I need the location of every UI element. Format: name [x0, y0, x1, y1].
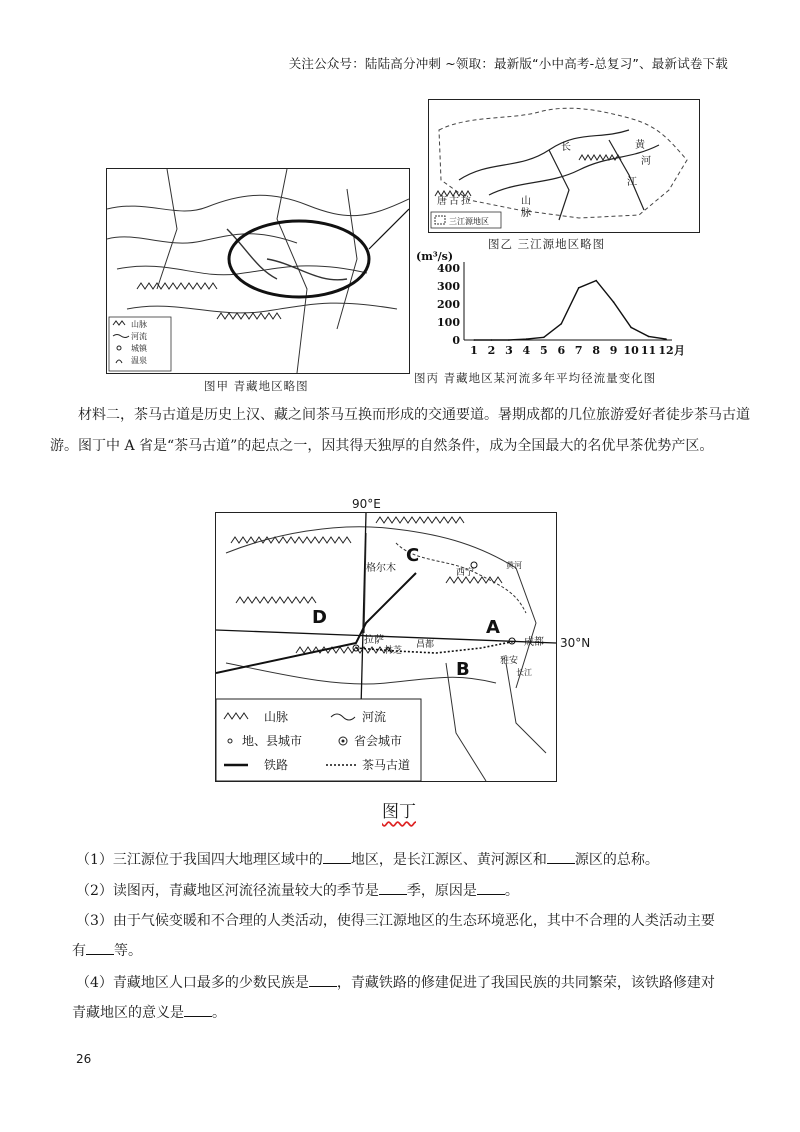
- svg-text:西宁: 西宁: [456, 568, 475, 578]
- y-tick-label: 300: [437, 280, 460, 293]
- lat-label: 30°N: [560, 636, 591, 650]
- x-tick-label: 11: [640, 344, 657, 357]
- svg-text:茶马古道: 茶马古道: [362, 758, 411, 772]
- question-2: （2）读图丙，青藏地区河流径流量较大的季节是 季，原因是 。: [76, 876, 736, 906]
- svg-text:地、县城市: 地、县城市: [242, 734, 303, 748]
- svg-text:成都: 成都: [524, 637, 544, 648]
- runoff-point: [543, 337, 545, 339]
- answer-blank[interactable]: [309, 972, 337, 987]
- answer-blank[interactable]: [477, 880, 505, 895]
- runoff-point: [613, 301, 615, 303]
- svg-text:长: 长: [561, 142, 571, 153]
- svg-text:拉: 拉: [461, 196, 471, 207]
- svg-text:温泉: 温泉: [131, 356, 147, 365]
- svg-text:B: B: [456, 659, 470, 680]
- page-number: 26: [76, 1052, 92, 1066]
- x-tick-label: 7: [574, 344, 583, 357]
- x-tick-label: 2: [487, 344, 496, 357]
- svg-text:山脉: 山脉: [264, 710, 289, 724]
- runoff-point: [473, 339, 475, 341]
- chart-bing: [414, 246, 704, 376]
- svg-text:山: 山: [521, 196, 531, 207]
- map-figure-yi: [428, 99, 700, 233]
- svg-text:A: A: [486, 617, 500, 638]
- fig-jia-caption: 图甲 青藏地区略图: [204, 379, 309, 393]
- answer-blank[interactable]: [184, 1002, 212, 1017]
- x-tick-label: 8: [592, 344, 601, 357]
- svg-text:黄河: 黄河: [506, 561, 522, 570]
- svg-text:C: C: [406, 545, 420, 566]
- map-figure-ding: [215, 512, 557, 782]
- runoff-point: [526, 338, 528, 340]
- question-1: （1）三江源位于我国四大地理区域中的 地区，是长江源区、黄河源区和 源区的总称。: [76, 845, 736, 875]
- x-tick-label: 4: [522, 344, 531, 357]
- fig-bing-caption: 图丙 青藏地区某河流多年平均径流量变化图: [414, 371, 657, 385]
- svg-text:铁路: 铁路: [264, 758, 289, 772]
- lon-label: 90°E: [352, 497, 381, 511]
- answer-blank[interactable]: [323, 849, 351, 864]
- svg-text:河流: 河流: [362, 710, 387, 724]
- runoff-point: [648, 336, 650, 338]
- x-tick-label: 12: [658, 344, 674, 357]
- y-tick-label: 400: [437, 262, 460, 275]
- svg-text:山脉: 山脉: [131, 320, 147, 329]
- svg-text:黄: 黄: [635, 140, 645, 151]
- answer-blank[interactable]: [86, 940, 114, 955]
- svg-text:雅安: 雅安: [500, 656, 519, 666]
- y-tick-label: 200: [437, 298, 460, 311]
- x-tick-label: 5: [539, 344, 548, 357]
- runoff-point: [665, 338, 667, 340]
- svg-text:D: D: [312, 607, 327, 628]
- svg-text:昌都: 昌都: [416, 640, 435, 650]
- material-two: 材料二，茶马古道是历史上汉、藏之间茶马互换而形成的交通要道。暑期成都的几位旅游爱好者徒步茶马古道游。图丁中 A 省是“茶马古道”的起点之一，因其得天独厚的自然条件，成为全国最大的名优早茶优势产区。: [50, 407, 750, 454]
- runoff-point: [630, 327, 632, 329]
- runoff-point: [595, 280, 597, 282]
- svg-text:河: 河: [641, 156, 651, 167]
- svg-text:三江源地区: 三江源地区: [449, 217, 489, 226]
- runoff-series-line: [474, 281, 666, 340]
- x-tick-label: 6: [557, 344, 566, 357]
- map-figure-jia: [106, 168, 410, 374]
- runoff-point: [508, 339, 510, 341]
- question-4: （4）青藏地区人口最多的少数民族是 ，青藏铁路的修建促进了我国民族的共同繁荣，该铁路修建对 青藏地区的意义是 。: [76, 968, 736, 1028]
- svg-text:林芝: 林芝: [384, 646, 403, 656]
- x-axis-unit: 月: [674, 344, 685, 357]
- svg-text:省会城市: 省会城市: [354, 734, 403, 748]
- y-tick-label: 0: [452, 334, 460, 347]
- runoff-point: [560, 323, 562, 325]
- svg-text:城镇: 城镇: [131, 344, 147, 353]
- svg-text:河流: 河流: [131, 332, 147, 341]
- svg-text:江: 江: [627, 177, 637, 188]
- svg-text:古: 古: [449, 196, 459, 207]
- svg-text:脉: 脉: [521, 208, 531, 219]
- svg-text:格尔木: 格尔木: [366, 563, 396, 574]
- fig-yi-caption: 图乙 三江源地区略图: [488, 237, 606, 251]
- svg-text:拉萨: 拉萨: [364, 635, 384, 646]
- x-tick-label: 10: [623, 344, 639, 357]
- svg-text:唐: 唐: [437, 196, 447, 207]
- header-note: 关注公众号：陆陆高分冲刺 ~领取：最新版“小中高考-总复习”、最新试卷下载: [288, 56, 728, 71]
- answer-blank[interactable]: [379, 880, 407, 895]
- x-tick-label: 9: [609, 344, 618, 357]
- x-tick-label: 3: [505, 344, 513, 357]
- x-tick-label: 1: [470, 344, 478, 357]
- fig-ding-title: 图丁: [382, 802, 416, 822]
- answer-blank[interactable]: [547, 849, 575, 864]
- svg-text:长江: 长江: [516, 668, 532, 677]
- y-axis-label: (m³/s): [416, 250, 454, 263]
- y-tick-label: 100: [437, 316, 460, 329]
- runoff-point: [578, 287, 580, 289]
- runoff-point: [491, 339, 493, 341]
- question-3: （3）由于气候变暖和不合理的人类活动，使得三江源地区的生态环境恶化，其中不合理的人类活动主要 有 等。: [72, 913, 715, 959]
